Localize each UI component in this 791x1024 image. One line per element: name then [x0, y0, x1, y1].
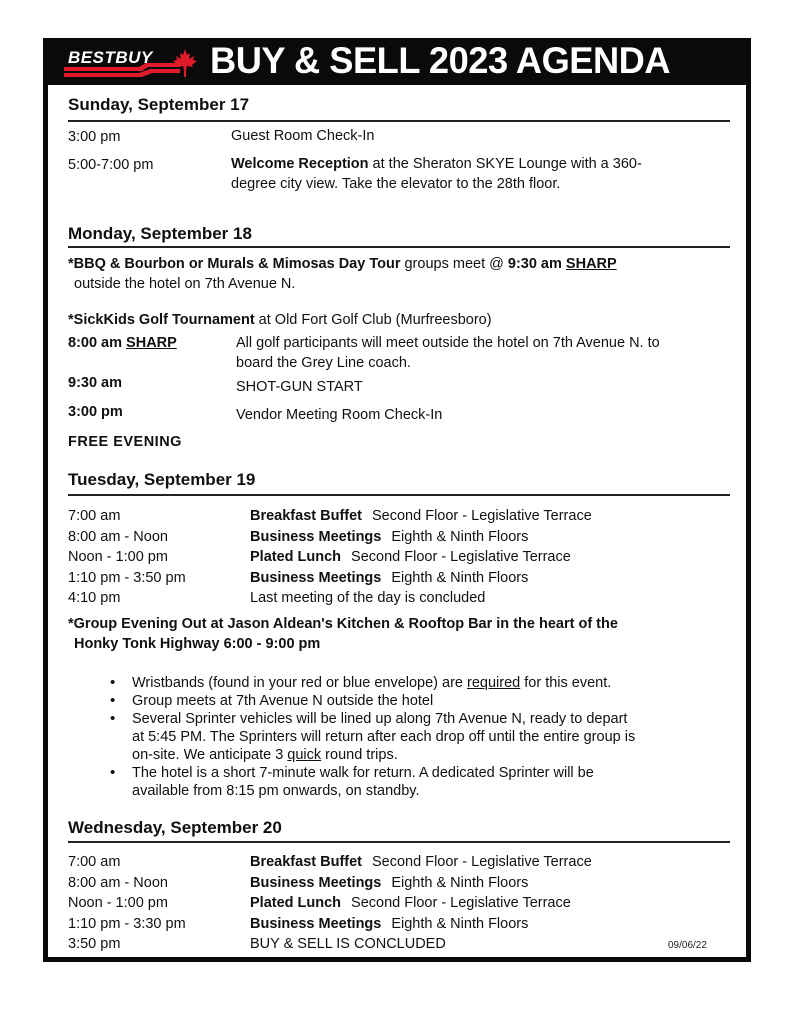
- evening-bullet-list: [110, 674, 635, 800]
- event-desc: [250, 527, 528, 547]
- time-cell: Noon - 1:00 pm: [68, 549, 168, 565]
- event-desc: [250, 914, 528, 934]
- event-name: Plated Lunch: [250, 895, 342, 911]
- time-cell: [68, 335, 177, 351]
- event-desc: SHOT-GUN START: [236, 379, 363, 395]
- time-text: 8:00 am: [68, 335, 127, 351]
- event-desc: [231, 154, 642, 194]
- tour-location: outside the hotel on 7th Avenue N.: [74, 276, 296, 292]
- section-title-wednesday: Wednesday, September 20: [68, 818, 282, 837]
- event-name: Plated Lunch: [250, 549, 342, 565]
- time-cell: 3:50 pm: [68, 936, 121, 952]
- event-location: Second Floor - Legislative Terrace: [372, 854, 592, 870]
- bullet-item: • The hotel is a short 7-minute walk for return. A dedicated Sprinter will be available from 8:15 pm onwards, on standby.: [110, 764, 635, 800]
- bestbuy-logo: [62, 42, 192, 82]
- time-cell: 7:00 am: [68, 854, 121, 870]
- event-location: Eighth & Ninth Floors: [391, 915, 529, 932]
- event-name: Business Meetings: [250, 569, 382, 586]
- section-rule: [68, 246, 730, 248]
- event-name: Welcome Reception: [231, 156, 369, 172]
- event-detail: BUY & SELL IS CONCLUDED: [250, 936, 446, 952]
- tour-text: groups meet @: [400, 256, 508, 272]
- event-location: Second Floor - Legislative Terrace: [351, 549, 571, 565]
- event-desc: [236, 333, 660, 373]
- time-cell: 4:10 pm: [68, 590, 121, 606]
- time-cell: 1:10 pm - 3:50 pm: [68, 569, 186, 586]
- section-rule: [68, 841, 730, 843]
- event-location: Second Floor - Legislative Terrace: [351, 895, 571, 911]
- event-location: Eighth & Ninth Floors: [391, 569, 529, 586]
- date-stamp: 09/06/22: [668, 940, 707, 951]
- event-desc: [250, 506, 592, 526]
- golf-note: [68, 310, 492, 330]
- section-rule: [68, 494, 730, 496]
- section-title-sunday: Sunday, September 17: [68, 95, 250, 114]
- time-cell: Noon - 1:00 pm: [68, 895, 168, 911]
- time-cell: 7:00 am: [68, 508, 121, 524]
- event-location: Second Floor - Legislative Terrace: [372, 508, 592, 524]
- event-location: Eighth & Ninth Floors: [391, 528, 529, 545]
- event-name: Business Meetings: [250, 874, 382, 891]
- event-name: Business Meetings: [250, 915, 382, 932]
- time-cell: 1:10 pm - 3:30 pm: [68, 915, 186, 932]
- time-cell: 9:30 am: [68, 375, 123, 391]
- golf-location: at Old Fort Golf Club (Murfreesboro): [254, 312, 492, 328]
- bullet-item: • Several Sprinter vehicles will be lined up along 7th Avenue N, ready to depart at 5:45 PM. The Sprinters will return after each drop off until the entire group is on-site. We anticipate 3 quick round trips.: [110, 710, 635, 764]
- event-detail: Last meeting of the day is concluded: [250, 590, 486, 606]
- event-name: Business Meetings: [250, 528, 382, 545]
- golf-name: *SickKids Golf Tournament: [68, 312, 255, 328]
- section-title-tuesday: Tuesday, September 19: [68, 470, 256, 489]
- time-cell: 3:00 pm: [68, 404, 123, 420]
- section-rule: [68, 120, 730, 122]
- event-desc: [250, 547, 571, 567]
- group-evening-note: [68, 614, 618, 654]
- event-desc: Vendor Meeting Room Check-In: [236, 407, 443, 423]
- event-desc: [250, 873, 528, 893]
- logo-text: BESTBUY: [68, 48, 153, 67]
- page-title: BUY & SELL 2023 AGENDA: [210, 40, 671, 81]
- bullet-item: • Group meets at 7th Avenue N outside the hotel: [110, 692, 635, 710]
- event-desc: [250, 934, 446, 954]
- event-detail: at the Sheraton SKYE Lounge with a 360-: [368, 156, 642, 172]
- time-cell: 8:00 am - Noon: [68, 874, 168, 891]
- tour-time: 9:30 am: [507, 256, 566, 272]
- evening-line-2: Honky Tonk Highway 6:00 - 9:00 pm: [74, 636, 321, 652]
- bullet-item: • Wristbands (found in your red or blue envelope) are required for this event.: [110, 674, 635, 692]
- section-title-monday: Monday, September 18: [68, 224, 252, 243]
- event-desc: [250, 568, 528, 588]
- event-name: Breakfast Buffet: [250, 508, 362, 524]
- evening-line-1: *Group Evening Out at Jason Aldean's Kitchen & Rooftop Bar in the heart of the: [68, 616, 618, 632]
- tour-name: *BBQ & Bourbon or Murals & Mimosas Day Tour: [68, 256, 401, 272]
- event-desc: [250, 893, 571, 913]
- agenda-page: [43, 38, 751, 962]
- maple-leaf-icon: [172, 48, 198, 78]
- sharp-label: SHARP: [565, 256, 617, 272]
- event-detail-cont: degree city view. Take the elevator to the 28th floor.: [231, 176, 561, 192]
- event-detail: All golf participants will meet outside the hotel on 7th Avenue N. to: [236, 335, 660, 351]
- event-detail-cont: board the Grey Line coach.: [236, 355, 411, 371]
- event-desc: [250, 588, 485, 608]
- sharp-label: SHARP: [126, 335, 177, 351]
- event-location: Eighth & Ninth Floors: [391, 874, 529, 891]
- event-desc: [250, 852, 592, 872]
- event-name: Breakfast Buffet: [250, 854, 362, 870]
- event-desc: Guest Room Check-In: [231, 128, 375, 144]
- day-tour-note: [68, 254, 617, 294]
- time-cell: 5:00-7:00 pm: [68, 157, 154, 173]
- time-cell: 3:00 pm: [68, 129, 121, 145]
- free-evening-label: FREE EVENING: [68, 434, 182, 450]
- header-band: [48, 38, 746, 85]
- time-cell: 8:00 am - Noon: [68, 528, 168, 545]
